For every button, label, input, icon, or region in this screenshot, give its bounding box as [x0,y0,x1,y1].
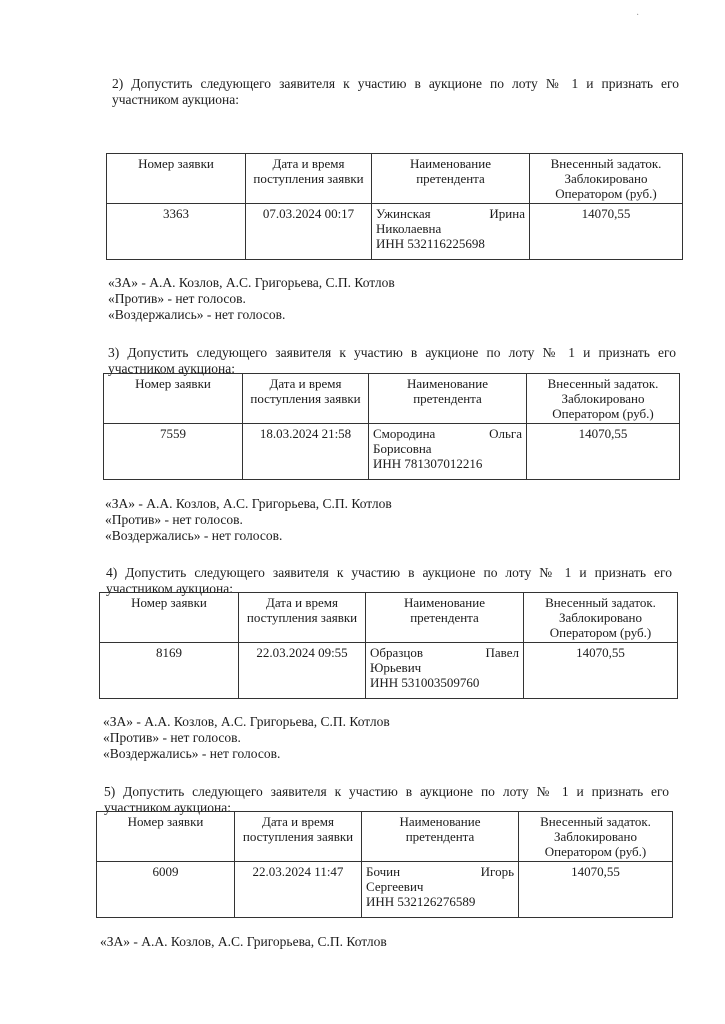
table-header-row [97,812,673,862]
applicant-surname: Образцов [370,645,424,660]
vote-abstain: «Воздержались» - нет голосов. [105,528,283,543]
header-number: Номер заявки [97,812,235,862]
applicant-patronymic: Борисовна [373,441,432,456]
vote-for: «ЗА» - А.А. Козлов, А.С. Григорьева, С.П. Котлов [108,275,395,290]
header-number: Номер заявки [107,154,246,204]
cell-datetime: 22.03.2024 11:47 [235,862,362,918]
table-header-row [107,154,683,204]
section-heading: 4) Допустить следующего заявителя к участию в аукционе по лоту № 1 и признать его [106,565,672,580]
table-header-row [100,593,678,643]
vote-against: «Против» - нет голосов. [103,730,241,745]
applicant-table [106,153,683,260]
cell-number: 7559 [104,424,243,480]
header-number: Номер заявки [104,374,243,424]
header-deposit: Внесенный задаток. Заблокировано Оператором (руб.) [524,593,678,643]
section-heading-cont: участником аукциона: [112,92,239,107]
applicant-table [103,373,680,480]
applicant-inn: ИНН 781307012216 [373,456,483,471]
cell-deposit: 14070,55 [530,204,683,260]
section-heading-cont: участником аукциона: [106,581,233,596]
cell-datetime: 18.03.2024 21:58 [243,424,369,480]
cell-applicant [369,424,527,480]
applicant-table [99,592,678,699]
cell-number: 8169 [100,643,239,699]
applicant-inn: ИНН 532126276589 [366,894,476,909]
cell-number: 3363 [107,204,246,260]
section-3 [108,345,676,376]
applicant-patronymic: Юрьевич [370,660,422,675]
applicant-surname: Смородина [373,426,436,441]
header-deposit: Внесенный задаток. Заблокировано Оператором (руб.) [530,154,683,204]
vote-abstain: «Воздержались» - нет голосов. [108,307,286,322]
header-datetime: Дата и время поступления заявки [246,154,372,204]
cell-deposit: 14070,55 [527,424,680,480]
header-datetime: Дата и время поступления заявки [243,374,369,424]
applicant-firstname: Игорь [480,864,514,879]
cell-deposit: 14070,55 [524,643,678,699]
header-deposit: Внесенный задаток. Заблокировано Оператором (руб.) [519,812,673,862]
applicant-firstname: Ольга [489,426,522,441]
applicant-patronymic: Сергеевич [366,879,424,894]
votes-block [108,275,395,323]
header-name: Наименование претендента [372,154,530,204]
table-header-row [104,374,680,424]
applicant-firstname: Павел [485,645,519,660]
cell-applicant [366,643,524,699]
header-datetime: Дата и время поступления заявки [239,593,366,643]
vote-against: «Против» - нет голосов. [105,512,243,527]
header-deposit: Внесенный задаток. Заблокировано Оператором (руб.) [527,374,680,424]
applicant-table [96,811,673,918]
header-name: Наименование претендента [369,374,527,424]
table-row [97,862,673,918]
votes-block [100,934,387,950]
cell-number: 6009 [97,862,235,918]
votes-block [103,714,390,762]
section-heading-cont: участником аукциона: [104,800,231,815]
vote-for: «ЗА» - А.А. Козлов, А.С. Григорьева, С.П. Котлов [103,714,390,729]
header-datetime: Дата и время поступления заявки [235,812,362,862]
header-name: Наименование претендента [366,593,524,643]
section-heading: 2) Допустить следующего заявителя к участию в аукционе по лоту № 1 и признать его [112,76,679,91]
cell-applicant [372,204,530,260]
section-heading-cont: участником аукциона: [108,361,235,376]
section-heading: 3) Допустить следующего заявителя к участию в аукционе по лоту № 1 и признать его [108,345,676,360]
header-name: Наименование претендента [362,812,519,862]
applicant-patronymic: Николаевна [376,221,442,236]
applicant-surname: Бочин [366,864,401,879]
cell-applicant [362,862,519,918]
table-row [104,424,680,480]
cell-datetime: 07.03.2024 00:17 [246,204,372,260]
cell-deposit: 14070,55 [519,862,673,918]
applicant-firstname: Ирина [489,206,525,221]
votes-block [105,496,392,544]
applicant-inn: ИНН 531003509760 [370,675,480,690]
vote-for: «ЗА» - А.А. Козлов, А.С. Григорьева, С.П. Котлов [100,934,387,949]
vote-for: «ЗА» - А.А. Козлов, А.С. Григорьева, С.П. Котлов [105,496,392,511]
page-mark: · [636,10,640,21]
table-row [107,204,683,260]
section-2 [112,76,679,107]
applicant-surname: Ужинская [376,206,431,221]
applicant-inn: ИНН 532116225698 [376,236,485,251]
table-row [100,643,678,699]
cell-datetime: 22.03.2024 09:55 [239,643,366,699]
vote-against: «Против» - нет голосов. [108,291,246,306]
header-number: Номер заявки [100,593,239,643]
section-heading: 5) Допустить следующего заявителя к участию в аукционе по лоту № 1 и признать его [104,784,669,799]
vote-abstain: «Воздержались» - нет голосов. [103,746,281,761]
